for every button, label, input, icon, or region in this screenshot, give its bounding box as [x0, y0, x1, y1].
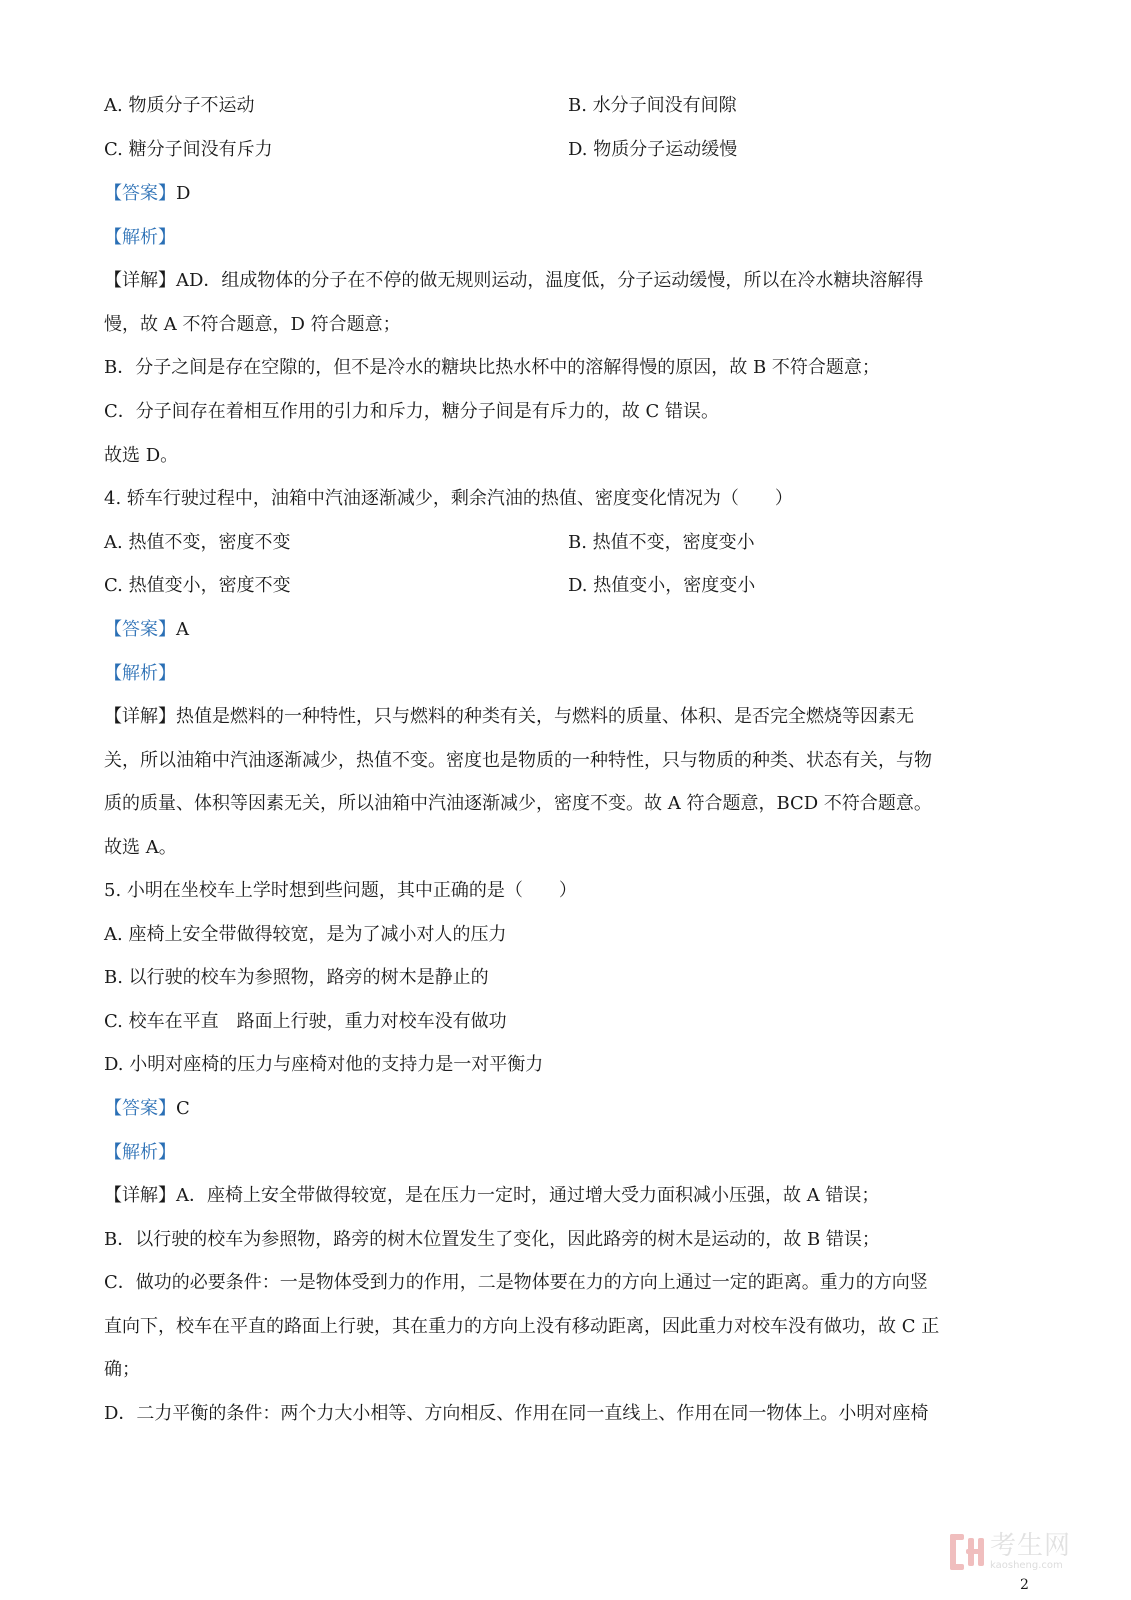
q4-detail-line: 关，所以油箱中汽油逐渐减少，热值不变。密度也是物质的一种特性，只与物质的种类、状态有关，与物 [104, 750, 932, 771]
q5-detail-line: 确； [104, 1359, 140, 1380]
q3-option-b: B. 水分子间没有间隙 [568, 95, 737, 116]
q5-option-b: B. 以行驶的校车为参照物，路旁的树木是静止的 [104, 967, 489, 988]
q4-detail-line: 故选 A。 [104, 837, 177, 858]
answer-value: C [176, 1098, 190, 1119]
q5-detail-line: 【详解】A．座椅上安全带做得较宽，是在压力一定时，通过增大受力面积减小压强，故 A 错误； [104, 1185, 880, 1206]
q4-detail-line: 质的质量、体积等因素无关，所以油箱中汽油逐渐减少，密度不变。故 A 符合题意，BCD 不符合题意。 [104, 793, 932, 814]
q5-option-c: C. 校车在平直 路面上行驶，重力对校车没有做功 [104, 1011, 507, 1032]
watermark [950, 1530, 1100, 1574]
q4-detail-line: 【详解】热值是燃料的一种特性，只与燃料的种类有关，与燃料的质量、体积、是否完全燃烧等因素无 [104, 706, 914, 727]
q3-answer [104, 182, 190, 206]
q5-option-d: D. 小明对座椅的压力与座椅对他的支持力是一对平衡力 [104, 1054, 544, 1075]
q3-option-a: A. 物质分子不运动 [104, 95, 255, 116]
watermark-url: kaosheng.com [990, 1560, 1063, 1571]
q5-option-a: A. 座椅上安全带做得较宽，是为了减小对人的压力 [104, 924, 507, 945]
q5-detail-line: 直向下，校车在平直的路面上行驶，其在重力的方向上没有移动距离，因此重力对校车没有做功，故 C 正 [104, 1316, 940, 1337]
q3-analysis-tag: 【解析】 [104, 227, 176, 248]
q3-detail-line: 【详解】AD．组成物体的分子在不停的做无规则运动，温度低，分子运动缓慢，所以在冷水糖块溶解得 [104, 270, 924, 291]
q3-option-d: D. 物质分子运动缓慢 [568, 139, 738, 160]
q4-analysis-tag: 【解析】 [104, 663, 176, 684]
q4-stem: 4. 轿车行驶过程中，油箱中汽油逐渐减少，剩余汽油的热值、密度变化情况为（ ） [104, 488, 793, 509]
answer-value: A [176, 619, 189, 640]
answer-tag: 【答案】 [104, 183, 176, 204]
q4-option-c: C. 热值变小，密度不变 [104, 575, 291, 596]
q5-detail-line: C．做功的必要条件：一是物体受到力的作用，二是物体要在力的方向上通过一定的距离。重力的方向竖 [104, 1272, 928, 1293]
q5-answer [104, 1097, 190, 1121]
q4-option-a: A. 热值不变，密度不变 [104, 532, 291, 553]
q5-analysis-tag: 【解析】 [104, 1142, 176, 1163]
q4-option-d: D. 热值变小，密度变小 [568, 575, 756, 596]
q3-detail-line: B．分子之间是存在空隙的，但不是冷水的糖块比热水杯中的溶解得慢的原因，故 B 不符合题意； [104, 357, 880, 378]
watermark-logo-icon [950, 1534, 984, 1570]
answer-tag: 【答案】 [104, 619, 176, 640]
q3-detail-line: 慢，故 A 不符合题意，D 符合题意； [104, 314, 401, 335]
q5-detail-line: B．以行驶的校车为参照物，路旁的树木位置发生了变化，因此路旁的树木是运动的，故 B 错误； [104, 1229, 880, 1250]
q5-detail-line: D．二力平衡的条件：两个力大小相等、方向相反、作用在同一直线上、作用在同一物体上。小明对座椅 [104, 1403, 929, 1424]
q4-answer [104, 618, 189, 642]
q3-detail-line: 故选 D。 [104, 445, 179, 466]
q4-option-b: B. 热值不变，密度变小 [568, 532, 755, 553]
q3-detail-line: C．分子间存在着相互作用的引力和斥力，糖分子间是有斥力的，故 C 错误。 [104, 401, 719, 422]
watermark-text: 考生网 [990, 1531, 1072, 1561]
q5-stem: 5. 小明在坐校车上学时想到些问题，其中正确的是（ ） [104, 880, 577, 901]
page-number: 2 [1020, 1577, 1029, 1593]
q3-option-c: C. 糖分子间没有斥力 [104, 139, 273, 160]
answer-value: D [176, 183, 191, 204]
answer-tag: 【答案】 [104, 1098, 176, 1119]
